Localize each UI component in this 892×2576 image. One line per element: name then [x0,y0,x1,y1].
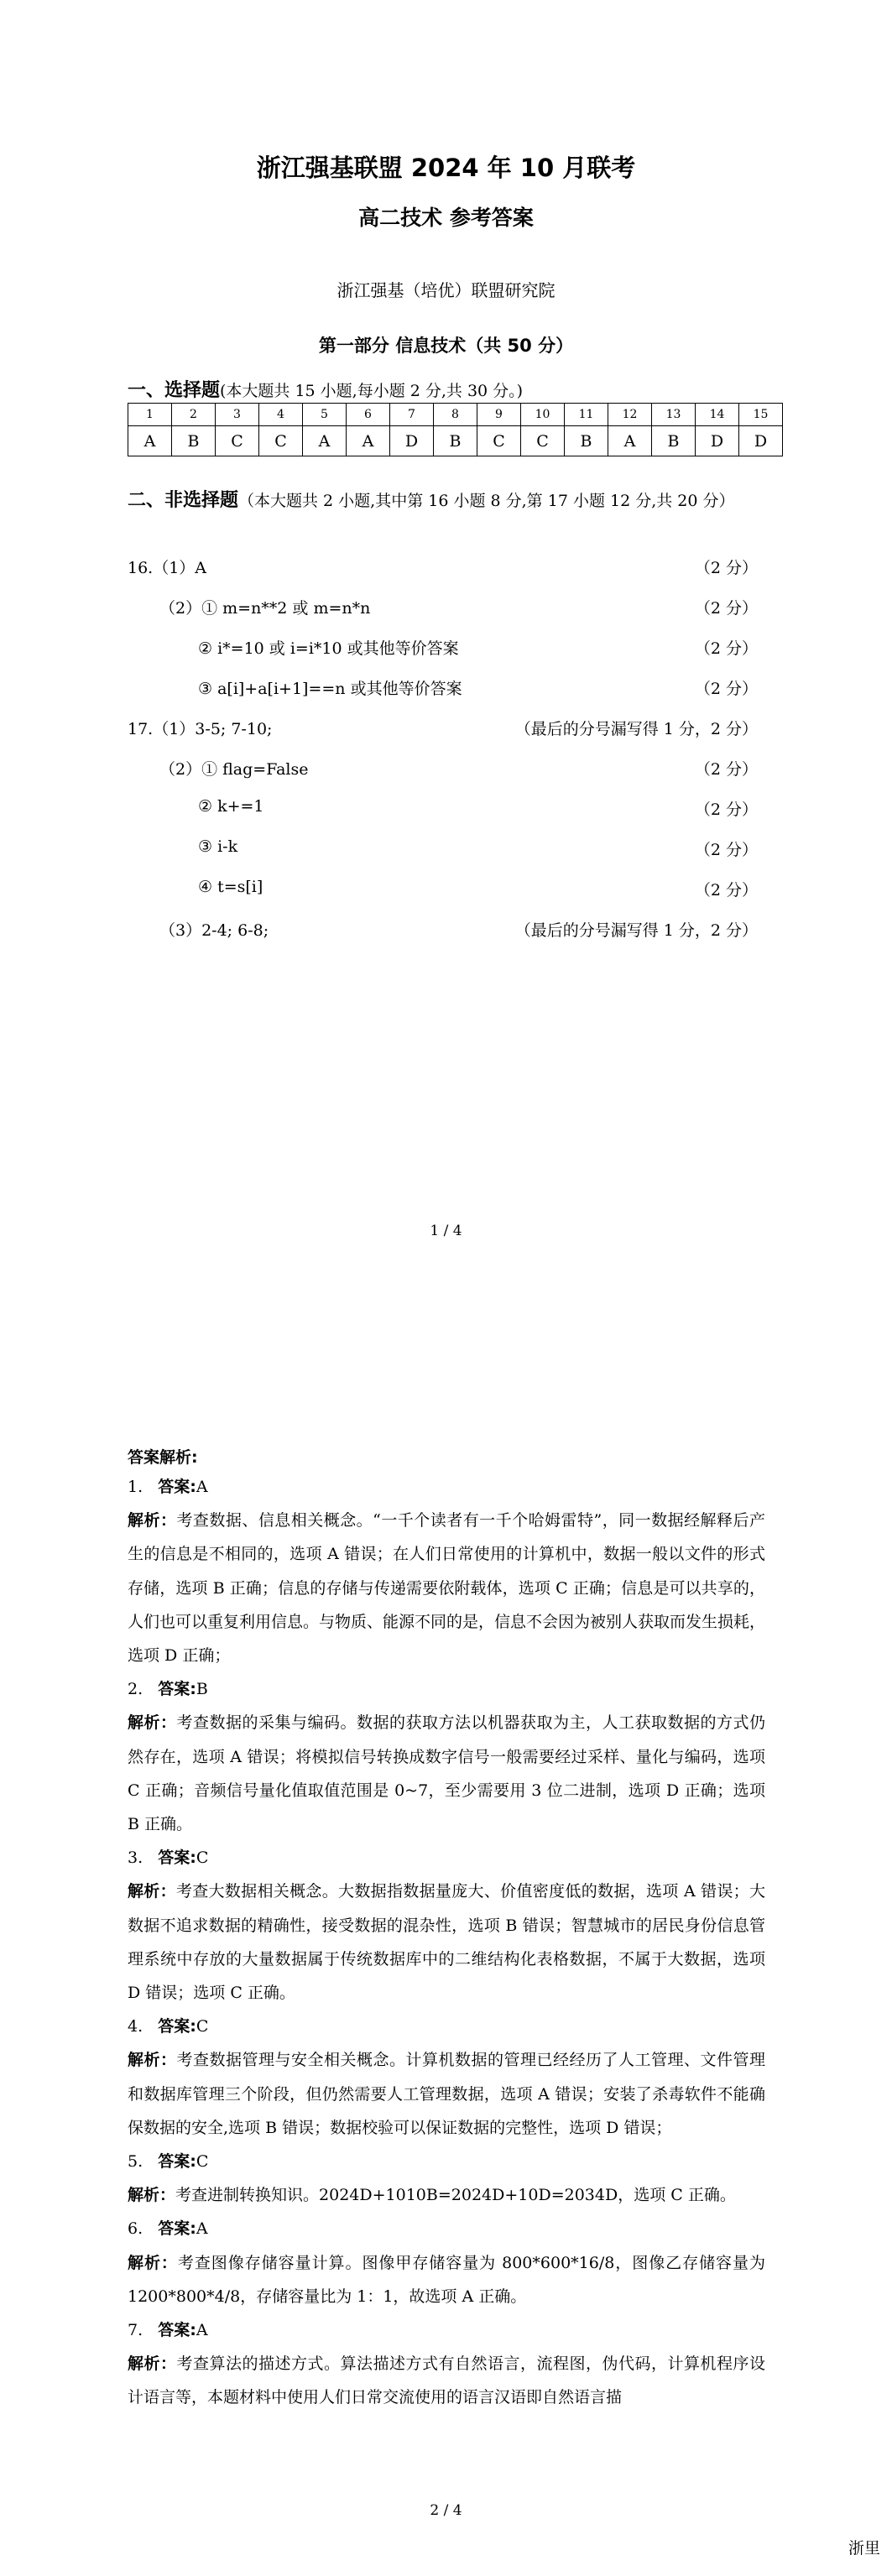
section1-note: (本大题共 15 小题,每小题 2 分,共 30 分。) [220,382,524,400]
analysis-label: 解析 [128,1511,160,1530]
page-number: 2 / 4 [430,2502,462,2519]
section2-title: 二、非选择题 [128,490,239,511]
analysis-label: 解析 [128,2253,161,2272]
explanation-answer-line: 7. 答案:A [128,2321,208,2340]
answer-score: （2 分） [694,881,758,900]
answer-letter-cell: B [434,426,477,456]
explanation-text: 解析：考查数据的采集与编码。数据的获取方法以机器获取为主，人工获取数据的方式仍然存在，选项 A 错误；将模拟信号转换成数字信号一般需要经过采样、量化与编码，选项 C 正确；音频信号量化值取值范围是 0~7，至少需要用 3 位二进制，选项 D 正确；选项 B 正确。 [128,1713,765,1834]
explanation-answer-line: 4. 答案:C [128,2017,209,2036]
section2-note: （本大题共 2 小题,其中第 16 小题 8 分,第 17 小题 12 分,共 20 分） [238,492,735,510]
analysis-label: 解析 [128,2186,160,2205]
question-number-cell: 1 [128,404,172,426]
answer-label: 答案 [158,2152,190,2172]
answer-value: C [196,2017,209,2036]
analysis-body: 考查数据的采集与编码。数据的获取方法以机器获取为主，人工获取数据的方式仍然存在，选项 A 错误；将模拟信号转换成数字信号一般需要经过采样、量化与编码，选项 C 正确；音频信号量化值取值范围是 0~7，至少需要用 3 位二进制，选项 D 正确；选项 B 正确。 [128,1713,765,1834]
answer-letter-cell: A [608,426,652,456]
answer-letter-cell: B [565,426,608,456]
answer-score: （2 分） [694,599,758,618]
answer-table [128,403,783,456]
explanation-answer-line: 2. 答案:B [128,1680,208,1699]
answer-label: 答案 [158,2219,190,2239]
analysis-label: 解析 [128,2354,160,2374]
question-number-cell: 3 [216,404,259,426]
document-subtitle: 高二技术 参考答案 [358,206,534,230]
explanation-number: 3. [128,1849,143,1868]
explanation-number: 2. [128,1680,143,1699]
explanation-text: 解析：考查数据、信息相关概念。“一千个读者有一千个哈姆雷特”，同一数据经解释后产生的信息是不相同的，选项 A 错误；在人们日常使用的计算机中，数据一般以文件的形式存储，选项 B 正确；信息的存储与传递需要依附载体，选项 C 正确；信息是可以共享的，人们也可以重复利用信息。与物质、能源不同的是，信息不会因为被别人获取而发生损耗，选项 D 正确； [128,1511,766,1666]
corner-watermark: 浙里 [848,2539,880,2558]
answer-letter-cell: C [259,426,303,456]
question-number-cell: 14 [696,404,739,426]
answer-score: （最后的分号漏写得 1 分，2 分） [514,921,758,940]
question-number-cell: 4 [259,404,303,426]
answer-row: ③ i-k [198,837,238,856]
explanations-heading: 答案解析: [128,1448,198,1467]
organization: 浙江强基（培优）联盟研究院 [336,280,556,300]
analysis-label: 解析 [128,1882,160,1901]
answer-row: （2）① flag=False [159,760,309,779]
page-number: 1 / 4 [430,1223,462,1239]
answer-letter-cell: A [347,426,390,456]
section2-heading [128,485,765,517]
question-number-cell: 11 [565,404,608,426]
answer-row: （3）2-4; 6-8; [159,921,269,940]
explanation-text: 解析：考查算法的描述方式。算法描述方式有自然语言，流程图，伪代码，计算机程序设计语言等，本题材料中使用人们日常交流使用的语言汉语即自然语言描 [128,2354,765,2407]
analysis-body: 考查数据、信息相关概念。“一千个读者有一千个哈姆雷特”，同一数据经解释后产生的信息是不相同的，选项 A 错误；在人们日常使用的计算机中，数据一般以文件的形式存储，选项 B 正确；信息的存储与传递需要依附载体，选项 C 正确；信息是可以共享的，人们也可以重复利用信息。与物质、能源不同的是，信息不会因为被别人获取而发生损耗，选项 D 正确； [128,1511,766,1666]
explanation-number: 7. [128,2321,143,2340]
explanation-number: 5. [128,2152,143,2172]
explanation-number: 4. [128,2017,143,2036]
section1-title: 一、选择题 [128,380,221,401]
explanation-number: 1. [128,1478,143,1496]
analysis-body: 考查数据管理与安全相关概念。计算机数据的管理已经经历了人工管理、文件管理和数据库管理三个阶段，但仍然需要人工管理数据，选项 A 错误；安装了杀毒软件不能确保数据的安全,选项 B 错误；数据校验可以保证数据的完整性，选项 D 错误； [128,2051,765,2137]
answer-label: 答案 [158,1680,190,1699]
answer-score: （2 分） [694,841,758,859]
question-number-cell: 9 [477,404,521,426]
analysis-label: 解析 [128,2051,160,2070]
question-number-cell: 7 [390,404,434,426]
question-number-cell: 13 [652,404,696,426]
answer-score: （2 分） [694,800,758,819]
answer-row: 16.（1）A [128,559,207,577]
answer-letter-cell: D [739,426,783,456]
analysis-body: 考查图像存储容量计算。图像甲存储容量为 800*600*16/8，图像乙存储容量为 1200*800*4/8，存储容量比为 1：1，故选项 A 正确。 [128,2253,765,2306]
question-number-cell: 10 [521,404,565,426]
analysis-label: 解析 [128,1713,160,1733]
answer-label: 答案 [158,2017,190,2036]
answer-value: C [196,2152,209,2172]
answer-letter-cell: D [696,426,739,456]
document-title: 浙江强基联盟 2024 年 10 月联考 [256,154,636,182]
answer-value: A [196,2321,208,2340]
answer-row: ② k+=1 [198,797,264,816]
part-heading: 第一部分 信息技术（共 50 分） [318,336,574,356]
answer-score: （2 分） [694,639,758,658]
answer-letter-cell: B [172,426,216,456]
question-number-cell: 15 [739,404,783,426]
question-number-cell: 6 [347,404,390,426]
answer-row: ② i*=10 或 i=i*10 或其他等价答案 [198,639,459,658]
answer-value: A [196,2219,208,2239]
answer-value: B [196,1680,208,1699]
question-number-cell: 2 [172,404,216,426]
answer-table-letters [128,426,783,456]
answer-letter-cell: C [477,426,521,456]
question-number-cell: 5 [303,404,347,426]
answer-row: ④ t=s[i] [198,878,263,896]
answer-value: C [196,1849,209,1868]
explanation-text: 解析：考查进制转换知识。2024D+1010B=2024D+10D=2034D，选项 C 正确。 [128,2186,736,2205]
answer-score: （2 分） [694,680,758,698]
answer-value: A [196,1478,208,1496]
answer-label: 答案 [158,1849,190,1868]
answer-score: （2 分） [694,760,758,779]
section1-heading [128,376,523,402]
answer-score: （2 分） [694,559,758,577]
explanation-text: 解析：考查大数据相关概念。大数据指数据量庞大、价值密度低的数据，选项 A 错误；大数据不追求数据的精确性，接受数据的混杂性，选项 B 错误；智慧城市的居民身份信息管理系统中存放的大量数据属于传统数据库中的二维结构化表格数据，不属于大数据，选项 D 错误；选项 C 正确。 [128,1882,765,2003]
answer-letter-cell: D [390,426,434,456]
explanations-body [128,1470,765,2415]
explanation-answer-line: 6. 答案:A [128,2219,208,2239]
analysis-body: 考查大数据相关概念。大数据指数据量庞大、价值密度低的数据，选项 A 错误；大数据不追求数据的精确性，接受数据的混杂性，选项 B 错误；智慧城市的居民身份信息管理系统中存放的大量数据属于传统数据库中的二维结构化表格数据，不属于大数据，选项 D 错误；选项 C 正确。 [128,1882,765,2003]
answer-row: 17.（1）3-5; 7-10; [128,720,273,738]
explanation-answer-line: 3. 答案:C [128,1849,209,1868]
question-number-cell: 8 [434,404,477,426]
explanation-answer-line: 5. 答案:C [128,2152,209,2172]
explanation-answer-line: 1. 答案:A [128,1478,208,1496]
explanation-number: 6. [128,2219,143,2239]
answer-letter-cell: C [216,426,259,456]
analysis-body: 考查进制转换知识。2024D+1010B=2024D+10D=2034D，选项 C 正确。 [175,2186,736,2205]
answer-letter-cell: C [521,426,565,456]
question-number-cell: 12 [608,404,652,426]
explanation-text: 解析：考查数据管理与安全相关概念。计算机数据的管理已经经历了人工管理、文件管理和数据库管理三个阶段，但仍然需要人工管理数据，选项 A 错误；安装了杀毒软件不能确保数据的安全,选项 B 错误；数据校验可以保证数据的完整性，选项 D 错误； [128,2051,765,2137]
answer-letter-cell: A [128,426,172,456]
answer-letter-cell: B [652,426,696,456]
answer-label: 答案 [158,1478,190,1496]
answer-table-numbers [128,404,783,426]
answer-row: ③ a[i]+a[i+1]==n 或其他等价答案 [198,680,462,698]
analysis-body: 考查算法的描述方式。算法描述方式有自然语言，流程图，伪代码，计算机程序设计语言等，本题材料中使用人们日常交流使用的语言汉语即自然语言描 [128,2354,765,2407]
answer-score: （最后的分号漏写得 1 分，2 分） [514,720,758,738]
explanation-text: 解析：考查图像存储容量计算。图像甲存储容量为 800*600*16/8，图像乙存储容量为 1200*800*4/8，存储容量比为 1：1，故选项 A 正确。 [128,2253,765,2306]
answer-label: 答案 [158,2321,190,2340]
answer-row: （2）① m=n**2 或 m=n*n [159,599,371,618]
answer-letter-cell: A [303,426,347,456]
